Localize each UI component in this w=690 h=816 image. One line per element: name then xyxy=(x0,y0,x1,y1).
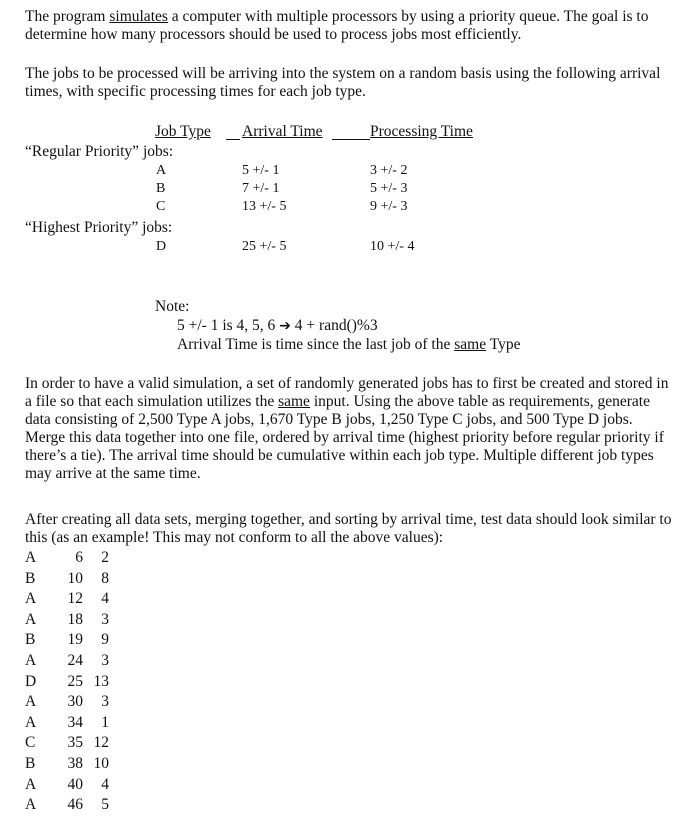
note-line-2-text-b: Type xyxy=(486,336,521,353)
intro-paragraph xyxy=(25,8,675,44)
sample-job-type: B xyxy=(25,631,36,649)
sample-job-type: A xyxy=(25,775,37,793)
sample-job-type: A xyxy=(25,796,37,814)
sample-job-type: A xyxy=(25,652,37,669)
header-arrival-time: Arrival Time xyxy=(242,123,323,140)
arrival-paragraph xyxy=(25,65,675,101)
sample-processing: 10 xyxy=(93,755,109,772)
arrival-a: 5 +/- 1 xyxy=(242,163,280,178)
intro-text-c: a computer with multiple processors by using a priority queue. The goal is to determine how many processors should be used to process jobs most efficiently. xyxy=(25,8,649,43)
sample-arrival: 18 xyxy=(67,610,83,628)
header-job-type: Job Type xyxy=(155,123,211,140)
sample-job-type: B xyxy=(25,569,36,587)
highest-priority-label: “Highest Priority” jobs: xyxy=(25,219,173,236)
sample-job-type: A xyxy=(25,713,37,731)
note-label: Note: xyxy=(155,298,190,315)
regular-priority-label: “Regular Priority” jobs: xyxy=(25,143,174,160)
sample-arrival: 34 xyxy=(67,713,83,731)
sample-arrival: 10 xyxy=(67,569,83,587)
sample-arrival: 6 xyxy=(75,549,83,566)
sample-arrival: 46 xyxy=(67,796,83,814)
sample-job-type: D xyxy=(25,672,37,690)
processing-b: 5 +/- 3 xyxy=(370,181,408,196)
job-type-d: D xyxy=(156,239,167,254)
intro-text-a: The program xyxy=(25,8,110,25)
note-line-1 xyxy=(177,317,378,335)
arrival-b: 7 +/- 1 xyxy=(242,181,280,196)
sample-arrival: 25 xyxy=(67,672,83,690)
sample-job-type: A xyxy=(25,549,37,566)
simulation-text-a: In order to have a valid simulation, a set of randomly generated jobs has to first be created and stored in a file so that each simulation utilizes the xyxy=(25,375,669,410)
processing-d: 10 +/- 4 xyxy=(370,239,415,254)
sample-job-type: A xyxy=(25,590,37,608)
sample-arrival: 19 xyxy=(67,631,83,649)
simulation-underlined-word: same xyxy=(278,393,310,410)
sample-processing: 4 xyxy=(101,775,109,793)
job-type-c: C xyxy=(156,199,166,214)
sample-processing: 12 xyxy=(93,734,109,752)
note-line-2-underlined: same xyxy=(454,336,487,353)
arrival-c: 13 +/- 5 xyxy=(242,199,287,214)
sample-processing: 9 xyxy=(101,631,109,649)
simulation-paragraph xyxy=(25,375,675,483)
arrow-right-icon: ➔ xyxy=(279,318,291,334)
sample-arrival: 40 xyxy=(67,775,83,793)
sample-processing: 1 xyxy=(101,713,109,731)
sample-processing: 3 xyxy=(101,652,109,669)
header-gap-underline-2 xyxy=(332,123,370,140)
sample-job-type: B xyxy=(25,755,36,772)
job-type-a: A xyxy=(156,163,167,178)
note-line-2 xyxy=(177,336,520,354)
sample-job-type: A xyxy=(25,693,37,711)
sample-arrival: 35 xyxy=(67,734,83,752)
sample-arrival: 38 xyxy=(67,755,83,772)
intro-underlined-word: simulates xyxy=(109,8,168,25)
note-line-1-text-a: 5 +/- 1 is 4, 5, 6 xyxy=(177,317,280,334)
sample-arrival: 24 xyxy=(67,652,83,669)
sample-processing: 13 xyxy=(93,672,109,690)
note-line-2-text-a: Arrival Time is time since the last job of the xyxy=(177,336,455,353)
sample-job-type: C xyxy=(25,734,36,752)
sample-arrival: 12 xyxy=(67,590,83,608)
arrival-d: 25 +/- 5 xyxy=(242,239,287,254)
note-line-1-text-b: 4 + rand()%3 xyxy=(290,317,378,334)
sample-arrival: 30 xyxy=(67,693,83,711)
sample-processing: 3 xyxy=(101,693,109,711)
sample-processing: 5 xyxy=(101,796,109,814)
job-type-b: B xyxy=(156,181,166,196)
processing-a: 3 +/- 2 xyxy=(370,163,408,178)
simulation-text-b: input. Using the above table as requirements, generate data consisting of 2,500 Type A jobs, 1,670 Type B jobs, 1,250 Type C jobs, and 500 Type D jobs. Merge this data together into one file, ordered by arrival time (highest priority before regular priority if there’s a tie). The arrival time should be cumulative within each job type. Multiple different job types may arrive at the same time. xyxy=(25,393,664,482)
sample-processing: 8 xyxy=(101,569,109,587)
sample-processing: 4 xyxy=(101,590,109,608)
sample-job-type: A xyxy=(25,610,37,628)
test-data-paragraph xyxy=(25,511,675,547)
arrival-text: The jobs to be processed will be arriving into the system on a random basis using the following arrival times, with specific processing times for each job type. xyxy=(25,65,661,100)
sample-processing: 2 xyxy=(101,549,109,566)
processing-c: 9 +/- 3 xyxy=(370,199,408,214)
header-gap-underline xyxy=(226,123,240,140)
header-processing-time: Processing Time xyxy=(370,123,473,140)
sample-processing: 3 xyxy=(101,610,109,628)
test-data-text: After creating all data sets, merging together, and sorting by arrival time, test data should look similar to this (as an example! This may not conform to all the above values): xyxy=(25,511,672,546)
